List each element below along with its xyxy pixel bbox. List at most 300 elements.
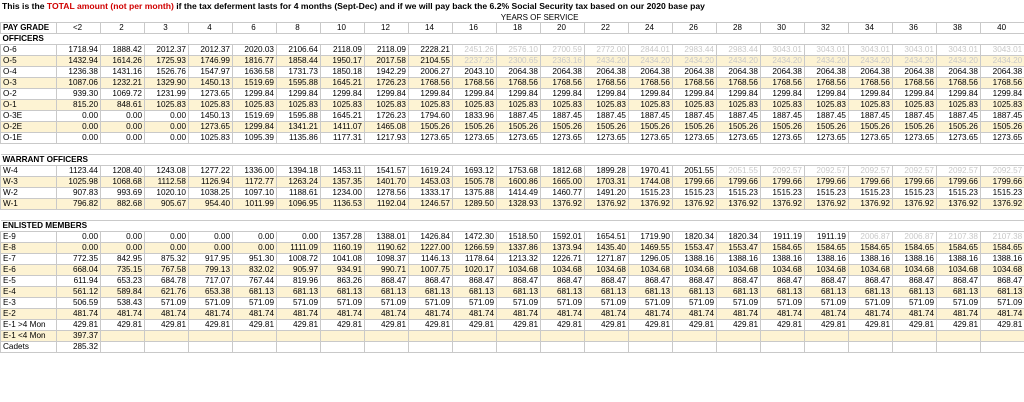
- pay-cell[interactable]: 1299.84: [541, 89, 585, 100]
- pay-cell[interactable]: 1217.93: [365, 133, 409, 144]
- pay-cell[interactable]: 1299.84: [761, 89, 805, 100]
- column-header-11[interactable]: 20: [541, 23, 585, 34]
- pay-cell[interactable]: 1426.84: [409, 232, 453, 243]
- pay-cell[interactable]: 561.12: [57, 287, 101, 298]
- empty-cell[interactable]: [365, 144, 409, 155]
- pay-cell[interactable]: 1431.16: [101, 67, 145, 78]
- empty-cell[interactable]: [453, 210, 497, 221]
- pay-cell[interactable]: 1858.44: [277, 56, 321, 67]
- pay-cell[interactable]: 1231.99: [145, 89, 189, 100]
- pay-cell[interactable]: 1333.17: [409, 188, 453, 199]
- pay-cell[interactable]: 1160.19: [321, 243, 365, 254]
- pay-cell[interactable]: 2051.55: [673, 166, 717, 177]
- pay-cell[interactable]: 2434.20: [717, 56, 761, 67]
- pay-cell[interactable]: 1273.65: [805, 133, 849, 144]
- pay-cell[interactable]: 1388.16: [761, 254, 805, 265]
- pay-cell[interactable]: 2434.20: [893, 56, 937, 67]
- pay-cell[interactable]: 571.09: [717, 298, 761, 309]
- pay-cell[interactable]: 1547.97: [189, 67, 233, 78]
- pay-cell[interactable]: 868.47: [409, 276, 453, 287]
- pay-cell[interactable]: 1887.45: [893, 111, 937, 122]
- pay-grade-cell[interactable]: W-4: [1, 166, 57, 177]
- pay-cell[interactable]: 1799.66: [937, 177, 981, 188]
- pay-cell[interactable]: 1008.72: [277, 254, 321, 265]
- pay-cell[interactable]: 907.83: [57, 188, 101, 199]
- pay-cell[interactable]: 571.09: [145, 298, 189, 309]
- column-header-16[interactable]: 30: [761, 23, 805, 34]
- pay-cell[interactable]: 681.13: [409, 287, 453, 298]
- pay-cell[interactable]: 1034.68: [805, 265, 849, 276]
- pay-cell[interactable]: 2064.38: [805, 67, 849, 78]
- pay-cell[interactable]: 1337.86: [497, 243, 541, 254]
- pay-cell[interactable]: 3043.01: [981, 45, 1024, 56]
- pay-cell[interactable]: 481.74: [585, 309, 629, 320]
- pay-cell[interactable]: 1794.60: [409, 111, 453, 122]
- pay-cell[interactable]: 1388.16: [981, 254, 1024, 265]
- pay-cell[interactable]: 429.81: [893, 320, 937, 331]
- pay-cell[interactable]: 1515.23: [629, 188, 673, 199]
- pay-cell[interactable]: 1388.16: [717, 254, 761, 265]
- pay-grade-cell[interactable]: E-2: [1, 309, 57, 320]
- pay-cell[interactable]: 1850.18: [321, 67, 365, 78]
- pay-cell[interactable]: 2064.38: [761, 67, 805, 78]
- pay-cell[interactable]: 481.74: [277, 309, 321, 320]
- pay-cell[interactable]: 506.59: [57, 298, 101, 309]
- pay-cell[interactable]: 1376.92: [761, 199, 805, 210]
- empty-cell[interactable]: [101, 210, 145, 221]
- pay-cell[interactable]: 1768.56: [541, 78, 585, 89]
- pay-cell[interactable]: 2092.57: [805, 166, 849, 177]
- pay-cell[interactable]: 1213.32: [497, 254, 541, 265]
- pay-cell[interactable]: 1034.68: [497, 265, 541, 276]
- pay-cell[interactable]: 1768.56: [937, 78, 981, 89]
- pay-cell[interactable]: 681.13: [673, 287, 717, 298]
- pay-cell[interactable]: 2092.57: [937, 166, 981, 177]
- pay-cell[interactable]: 1123.44: [57, 166, 101, 177]
- pay-cell[interactable]: 1098.37: [365, 254, 409, 265]
- pay-cell[interactable]: 1273.65: [849, 133, 893, 144]
- pay-cell[interactable]: 2118.09: [321, 45, 365, 56]
- pay-cell[interactable]: 1553.47: [717, 243, 761, 254]
- pay-cell[interactable]: [189, 331, 233, 342]
- pay-cell[interactable]: 1034.68: [761, 265, 805, 276]
- pay-cell[interactable]: [277, 342, 321, 353]
- pay-cell[interactable]: 0.00: [57, 122, 101, 133]
- pay-cell[interactable]: 905.67: [145, 199, 189, 210]
- pay-cell[interactable]: 429.81: [409, 320, 453, 331]
- pay-cell[interactable]: 868.47: [849, 276, 893, 287]
- pay-cell[interactable]: 2104.55: [409, 56, 453, 67]
- empty-cell[interactable]: [585, 210, 629, 221]
- pay-cell[interactable]: 1768.56: [717, 78, 761, 89]
- pay-cell[interactable]: 1799.66: [673, 177, 717, 188]
- column-header-5[interactable]: 8: [277, 23, 321, 34]
- pay-grade-cell[interactable]: E-6: [1, 265, 57, 276]
- pay-cell[interactable]: 1025.83: [497, 100, 541, 111]
- pay-cell[interactable]: 1299.84: [673, 89, 717, 100]
- pay-cell[interactable]: 796.82: [57, 199, 101, 210]
- pay-cell[interactable]: 0.00: [57, 133, 101, 144]
- pay-cell[interactable]: 939.30: [57, 89, 101, 100]
- pay-cell[interactable]: 1112.58: [145, 177, 189, 188]
- pay-cell[interactable]: 1273.65: [409, 133, 453, 144]
- pay-cell[interactable]: 2983.44: [673, 45, 717, 56]
- column-header-1[interactable]: 2: [101, 23, 145, 34]
- pay-cell[interactable]: 1357.28: [321, 232, 365, 243]
- pay-cell[interactable]: 0.00: [57, 232, 101, 243]
- pay-cell[interactable]: 882.68: [101, 199, 145, 210]
- pay-cell[interactable]: [717, 331, 761, 342]
- pay-cell[interactable]: 1887.45: [497, 111, 541, 122]
- pay-cell[interactable]: 1299.84: [585, 89, 629, 100]
- pay-cell[interactable]: 0.00: [101, 232, 145, 243]
- pay-cell[interactable]: 1584.65: [893, 243, 937, 254]
- pay-cell[interactable]: [981, 342, 1024, 353]
- pay-cell[interactable]: 1296.05: [629, 254, 673, 265]
- pay-cell[interactable]: 1025.83: [453, 100, 497, 111]
- pay-cell[interactable]: 1273.65: [189, 89, 233, 100]
- pay-cell[interactable]: 429.81: [101, 320, 145, 331]
- pay-cell[interactable]: 868.47: [981, 276, 1024, 287]
- pay-grade-cell[interactable]: O-3E: [1, 111, 57, 122]
- pay-cell[interactable]: 571.09: [849, 298, 893, 309]
- pay-cell[interactable]: 0.00: [189, 232, 233, 243]
- pay-cell[interactable]: 429.81: [585, 320, 629, 331]
- empty-cell[interactable]: [277, 144, 321, 155]
- pay-cell[interactable]: 589.84: [101, 287, 145, 298]
- pay-cell[interactable]: 1299.84: [893, 89, 937, 100]
- pay-cell[interactable]: 397.37: [57, 331, 101, 342]
- pay-cell[interactable]: 1034.68: [585, 265, 629, 276]
- pay-cell[interactable]: 1188.61: [277, 188, 321, 199]
- pay-cell[interactable]: 1273.65: [937, 133, 981, 144]
- pay-cell[interactable]: 1887.45: [849, 111, 893, 122]
- column-header-9[interactable]: 16: [453, 23, 497, 34]
- column-header-14[interactable]: 26: [673, 23, 717, 34]
- pay-cell[interactable]: 1273.65: [497, 133, 541, 144]
- pay-cell[interactable]: 1970.41: [629, 166, 673, 177]
- empty-cell[interactable]: [893, 144, 937, 155]
- empty-cell[interactable]: [761, 210, 805, 221]
- pay-cell[interactable]: 1341.21: [277, 122, 321, 133]
- pay-cell[interactable]: 1025.83: [585, 100, 629, 111]
- pay-cell[interactable]: 1025.83: [805, 100, 849, 111]
- pay-cell[interactable]: 1034.68: [673, 265, 717, 276]
- empty-cell[interactable]: [585, 144, 629, 155]
- column-header-12[interactable]: 22: [585, 23, 629, 34]
- pay-cell[interactable]: 429.81: [629, 320, 673, 331]
- pay-cell[interactable]: 1025.83: [673, 100, 717, 111]
- pay-cell[interactable]: 1226.71: [541, 254, 585, 265]
- pay-cell[interactable]: 1007.75: [409, 265, 453, 276]
- pay-cell[interactable]: [321, 342, 365, 353]
- pay-cell[interactable]: [101, 331, 145, 342]
- pay-cell[interactable]: 481.74: [365, 309, 409, 320]
- empty-cell[interactable]: [321, 210, 365, 221]
- empty-cell[interactable]: [981, 144, 1024, 155]
- pay-cell[interactable]: 1505.78: [453, 177, 497, 188]
- pay-cell[interactable]: 1278.56: [365, 188, 409, 199]
- pay-cell[interactable]: 868.47: [805, 276, 849, 287]
- pay-cell[interactable]: 1087.06: [57, 78, 101, 89]
- pay-cell[interactable]: 1299.84: [233, 122, 277, 133]
- pay-cell[interactable]: 1636.58: [233, 67, 277, 78]
- pay-cell[interactable]: [541, 331, 585, 342]
- pay-cell[interactable]: 1289.50: [453, 199, 497, 210]
- pay-cell[interactable]: 1768.56: [761, 78, 805, 89]
- pay-cell[interactable]: 1833.96: [453, 111, 497, 122]
- pay-cell[interactable]: 481.74: [145, 309, 189, 320]
- pay-cell[interactable]: 653.23: [101, 276, 145, 287]
- pay-grade-cell[interactable]: O-2E: [1, 122, 57, 133]
- pay-cell[interactable]: 1753.68: [497, 166, 541, 177]
- column-header-8[interactable]: 14: [409, 23, 453, 34]
- pay-cell[interactable]: 3043.01: [849, 45, 893, 56]
- pay-cell[interactable]: 1472.30: [453, 232, 497, 243]
- pay-cell[interactable]: 917.95: [189, 254, 233, 265]
- pay-cell[interactable]: 1234.00: [321, 188, 365, 199]
- pay-cell[interactable]: 1376.92: [805, 199, 849, 210]
- pay-cell[interactable]: 429.81: [233, 320, 277, 331]
- pay-cell[interactable]: 2006.87: [849, 232, 893, 243]
- pay-cell[interactable]: 1146.13: [409, 254, 453, 265]
- pay-cell[interactable]: 481.74: [321, 309, 365, 320]
- pay-cell[interactable]: 1025.83: [541, 100, 585, 111]
- pay-cell[interactable]: 2064.38: [673, 67, 717, 78]
- pay-cell[interactable]: 1450.13: [189, 78, 233, 89]
- pay-grade-cell[interactable]: E-4: [1, 287, 57, 298]
- pay-cell[interactable]: 1465.08: [365, 122, 409, 133]
- empty-cell[interactable]: [673, 144, 717, 155]
- pay-cell[interactable]: 571.09: [805, 298, 849, 309]
- pay-cell[interactable]: 1373.94: [541, 243, 585, 254]
- pay-cell[interactable]: 668.04: [57, 265, 101, 276]
- pay-cell[interactable]: 1718.94: [57, 45, 101, 56]
- pay-cell[interactable]: 1515.23: [937, 188, 981, 199]
- pay-cell[interactable]: 681.13: [629, 287, 673, 298]
- empty-cell[interactable]: [497, 144, 541, 155]
- pay-cell[interactable]: 481.74: [893, 309, 937, 320]
- pay-cell[interactable]: [365, 331, 409, 342]
- pay-cell[interactable]: 717.07: [189, 276, 233, 287]
- pay-cell[interactable]: 1401.70: [365, 177, 409, 188]
- pay-cell[interactable]: [453, 342, 497, 353]
- pay-cell[interactable]: 1768.56: [981, 78, 1024, 89]
- pay-cell[interactable]: 1034.68: [717, 265, 761, 276]
- pay-cell[interactable]: 481.74: [849, 309, 893, 320]
- pay-cell[interactable]: 1273.65: [717, 133, 761, 144]
- pay-cell[interactable]: [585, 342, 629, 353]
- pay-grade-cell[interactable]: E-9: [1, 232, 57, 243]
- pay-cell[interactable]: 868.47: [937, 276, 981, 287]
- pay-cell[interactable]: 1299.84: [233, 89, 277, 100]
- pay-grade-cell[interactable]: O-3: [1, 78, 57, 89]
- pay-grade-cell[interactable]: O-4: [1, 67, 57, 78]
- column-header-2[interactable]: 3: [145, 23, 189, 34]
- pay-cell[interactable]: 1020.10: [145, 188, 189, 199]
- pay-cell[interactable]: 1095.39: [233, 133, 277, 144]
- pay-cell[interactable]: 1526.76: [145, 67, 189, 78]
- pay-cell[interactable]: 3043.01: [761, 45, 805, 56]
- pay-cell[interactable]: 684.78: [145, 276, 189, 287]
- pay-cell[interactable]: 1411.07: [321, 122, 365, 133]
- pay-cell[interactable]: 1519.69: [233, 78, 277, 89]
- pay-cell[interactable]: 1299.84: [849, 89, 893, 100]
- pay-cell[interactable]: 1069.72: [101, 89, 145, 100]
- pay-cell[interactable]: 1453.03: [409, 177, 453, 188]
- pay-cell[interactable]: 571.09: [893, 298, 937, 309]
- pay-cell[interactable]: 0.00: [101, 111, 145, 122]
- pay-cell[interactable]: 1376.92: [849, 199, 893, 210]
- pay-cell[interactable]: 2064.38: [717, 67, 761, 78]
- pay-cell[interactable]: 1299.84: [937, 89, 981, 100]
- pay-cell[interactable]: 481.74: [101, 309, 145, 320]
- pay-cell[interactable]: 863.26: [321, 276, 365, 287]
- pay-cell[interactable]: 868.47: [453, 276, 497, 287]
- pay-cell[interactable]: 1236.38: [57, 67, 101, 78]
- pay-cell[interactable]: 1665.00: [541, 177, 585, 188]
- empty-cell[interactable]: [497, 210, 541, 221]
- pay-cell[interactable]: 1041.08: [321, 254, 365, 265]
- empty-cell[interactable]: [365, 210, 409, 221]
- pay-cell[interactable]: 481.74: [57, 309, 101, 320]
- pay-grade-cell[interactable]: Cadets: [1, 342, 57, 353]
- pay-cell[interactable]: [849, 331, 893, 342]
- column-header-18[interactable]: 34: [849, 23, 893, 34]
- pay-cell[interactable]: 481.74: [937, 309, 981, 320]
- pay-cell[interactable]: 1273.65: [541, 133, 585, 144]
- pay-cell[interactable]: 481.74: [805, 309, 849, 320]
- pay-cell[interactable]: 1768.56: [673, 78, 717, 89]
- pay-cell[interactable]: 1376.92: [893, 199, 937, 210]
- pay-cell[interactable]: 2434.20: [629, 56, 673, 67]
- pay-grade-cell[interactable]: O-5: [1, 56, 57, 67]
- pay-cell[interactable]: [409, 342, 453, 353]
- pay-cell[interactable]: 1703.31: [585, 177, 629, 188]
- pay-cell[interactable]: 1025.83: [849, 100, 893, 111]
- pay-grade-cell[interactable]: E-1 <4 Mon: [1, 331, 57, 342]
- pay-cell[interactable]: 1432.94: [57, 56, 101, 67]
- pay-cell[interactable]: 429.81: [453, 320, 497, 331]
- pay-cell[interactable]: 0.00: [145, 232, 189, 243]
- pay-cell[interactable]: 1744.08: [629, 177, 673, 188]
- pay-cell[interactable]: 1515.23: [805, 188, 849, 199]
- pay-cell[interactable]: 1505.26: [497, 122, 541, 133]
- pay-cell[interactable]: 481.74: [497, 309, 541, 320]
- pay-cell[interactable]: 3043.01: [937, 45, 981, 56]
- empty-cell[interactable]: [937, 144, 981, 155]
- empty-cell[interactable]: [849, 144, 893, 155]
- pay-cell[interactable]: 1388.16: [893, 254, 937, 265]
- pay-cell[interactable]: 1025.83: [937, 100, 981, 111]
- pay-cell[interactable]: 571.09: [497, 298, 541, 309]
- empty-cell[interactable]: [717, 144, 761, 155]
- empty-cell[interactable]: [57, 144, 101, 155]
- pay-cell[interactable]: 1887.45: [541, 111, 585, 122]
- pay-cell[interactable]: 1192.04: [365, 199, 409, 210]
- pay-cell[interactable]: [365, 342, 409, 353]
- section-title[interactable]: ENLISTED MEMBERS: [1, 221, 1024, 232]
- pay-cell[interactable]: 2576.10: [497, 45, 541, 56]
- pay-cell[interactable]: [893, 342, 937, 353]
- pay-cell[interactable]: [277, 331, 321, 342]
- pay-cell[interactable]: 1376.92: [541, 199, 585, 210]
- pay-cell[interactable]: 1911.19: [761, 232, 805, 243]
- pay-cell[interactable]: 1515.23: [893, 188, 937, 199]
- pay-cell[interactable]: 1025.83: [365, 100, 409, 111]
- pay-grade-cell[interactable]: O-6: [1, 45, 57, 56]
- pay-cell[interactable]: 1469.55: [629, 243, 673, 254]
- pay-cell[interactable]: 681.13: [365, 287, 409, 298]
- pay-cell[interactable]: 1505.26: [409, 122, 453, 133]
- pay-cell[interactable]: 1271.87: [585, 254, 629, 265]
- pay-cell[interactable]: 0.00: [189, 243, 233, 254]
- pay-cell[interactable]: 481.74: [541, 309, 585, 320]
- pay-cell[interactable]: [761, 342, 805, 353]
- pay-cell[interactable]: 1799.66: [981, 177, 1024, 188]
- pay-cell[interactable]: 2092.57: [849, 166, 893, 177]
- pay-cell[interactable]: 954.40: [189, 199, 233, 210]
- pay-cell[interactable]: 0.00: [101, 243, 145, 254]
- pay-cell[interactable]: 1376.92: [585, 199, 629, 210]
- pay-cell[interactable]: 815.20: [57, 100, 101, 111]
- pay-cell[interactable]: 571.09: [365, 298, 409, 309]
- pay-cell[interactable]: 0.00: [145, 111, 189, 122]
- pay-cell[interactable]: [145, 331, 189, 342]
- empty-cell[interactable]: [409, 144, 453, 155]
- pay-cell[interactable]: 538.43: [101, 298, 145, 309]
- pay-cell[interactable]: 1388.16: [937, 254, 981, 265]
- pay-cell[interactable]: 1887.45: [629, 111, 673, 122]
- pay-cell[interactable]: 2106.64: [277, 45, 321, 56]
- pay-cell[interactable]: 1273.65: [673, 133, 717, 144]
- pay-cell[interactable]: 1208.40: [101, 166, 145, 177]
- pay-cell[interactable]: 1553.47: [673, 243, 717, 254]
- pay-cell[interactable]: 1768.56: [805, 78, 849, 89]
- pay-cell[interactable]: 1111.09: [277, 243, 321, 254]
- pay-cell[interactable]: 1584.65: [761, 243, 805, 254]
- pay-cell[interactable]: 1034.68: [937, 265, 981, 276]
- pay-grade-cell[interactable]: O-1E: [1, 133, 57, 144]
- pay-cell[interactable]: 1799.66: [717, 177, 761, 188]
- pay-cell[interactable]: 2434.20: [937, 56, 981, 67]
- pay-cell[interactable]: 1388.16: [673, 254, 717, 265]
- pay-grade-cell[interactable]: E-5: [1, 276, 57, 287]
- pay-cell[interactable]: 1911.19: [805, 232, 849, 243]
- pay-cell[interactable]: 1595.88: [277, 111, 321, 122]
- empty-cell[interactable]: [233, 210, 277, 221]
- pay-cell[interactable]: 681.13: [277, 287, 321, 298]
- pay-cell[interactable]: 2237.25: [453, 56, 497, 67]
- pay-cell[interactable]: 481.74: [761, 309, 805, 320]
- pay-grade-cell[interactable]: O-1: [1, 100, 57, 111]
- empty-cell[interactable]: [189, 144, 233, 155]
- pay-cell[interactable]: 868.47: [365, 276, 409, 287]
- pay-cell[interactable]: 0.00: [145, 122, 189, 133]
- pay-cell[interactable]: 1820.34: [717, 232, 761, 243]
- pay-cell[interactable]: 2064.38: [585, 67, 629, 78]
- pay-cell[interactable]: 1595.88: [277, 78, 321, 89]
- pay-cell[interactable]: 1232.21: [101, 78, 145, 89]
- pay-cell[interactable]: 868.47: [585, 276, 629, 287]
- column-header-21[interactable]: 40: [981, 23, 1024, 34]
- pay-cell[interactable]: 1515.23: [717, 188, 761, 199]
- pay-cell[interactable]: 1592.01: [541, 232, 585, 243]
- pay-cell[interactable]: 1518.50: [497, 232, 541, 243]
- pay-cell[interactable]: 868.47: [893, 276, 937, 287]
- pay-cell[interactable]: 1584.65: [937, 243, 981, 254]
- column-header-17[interactable]: 32: [805, 23, 849, 34]
